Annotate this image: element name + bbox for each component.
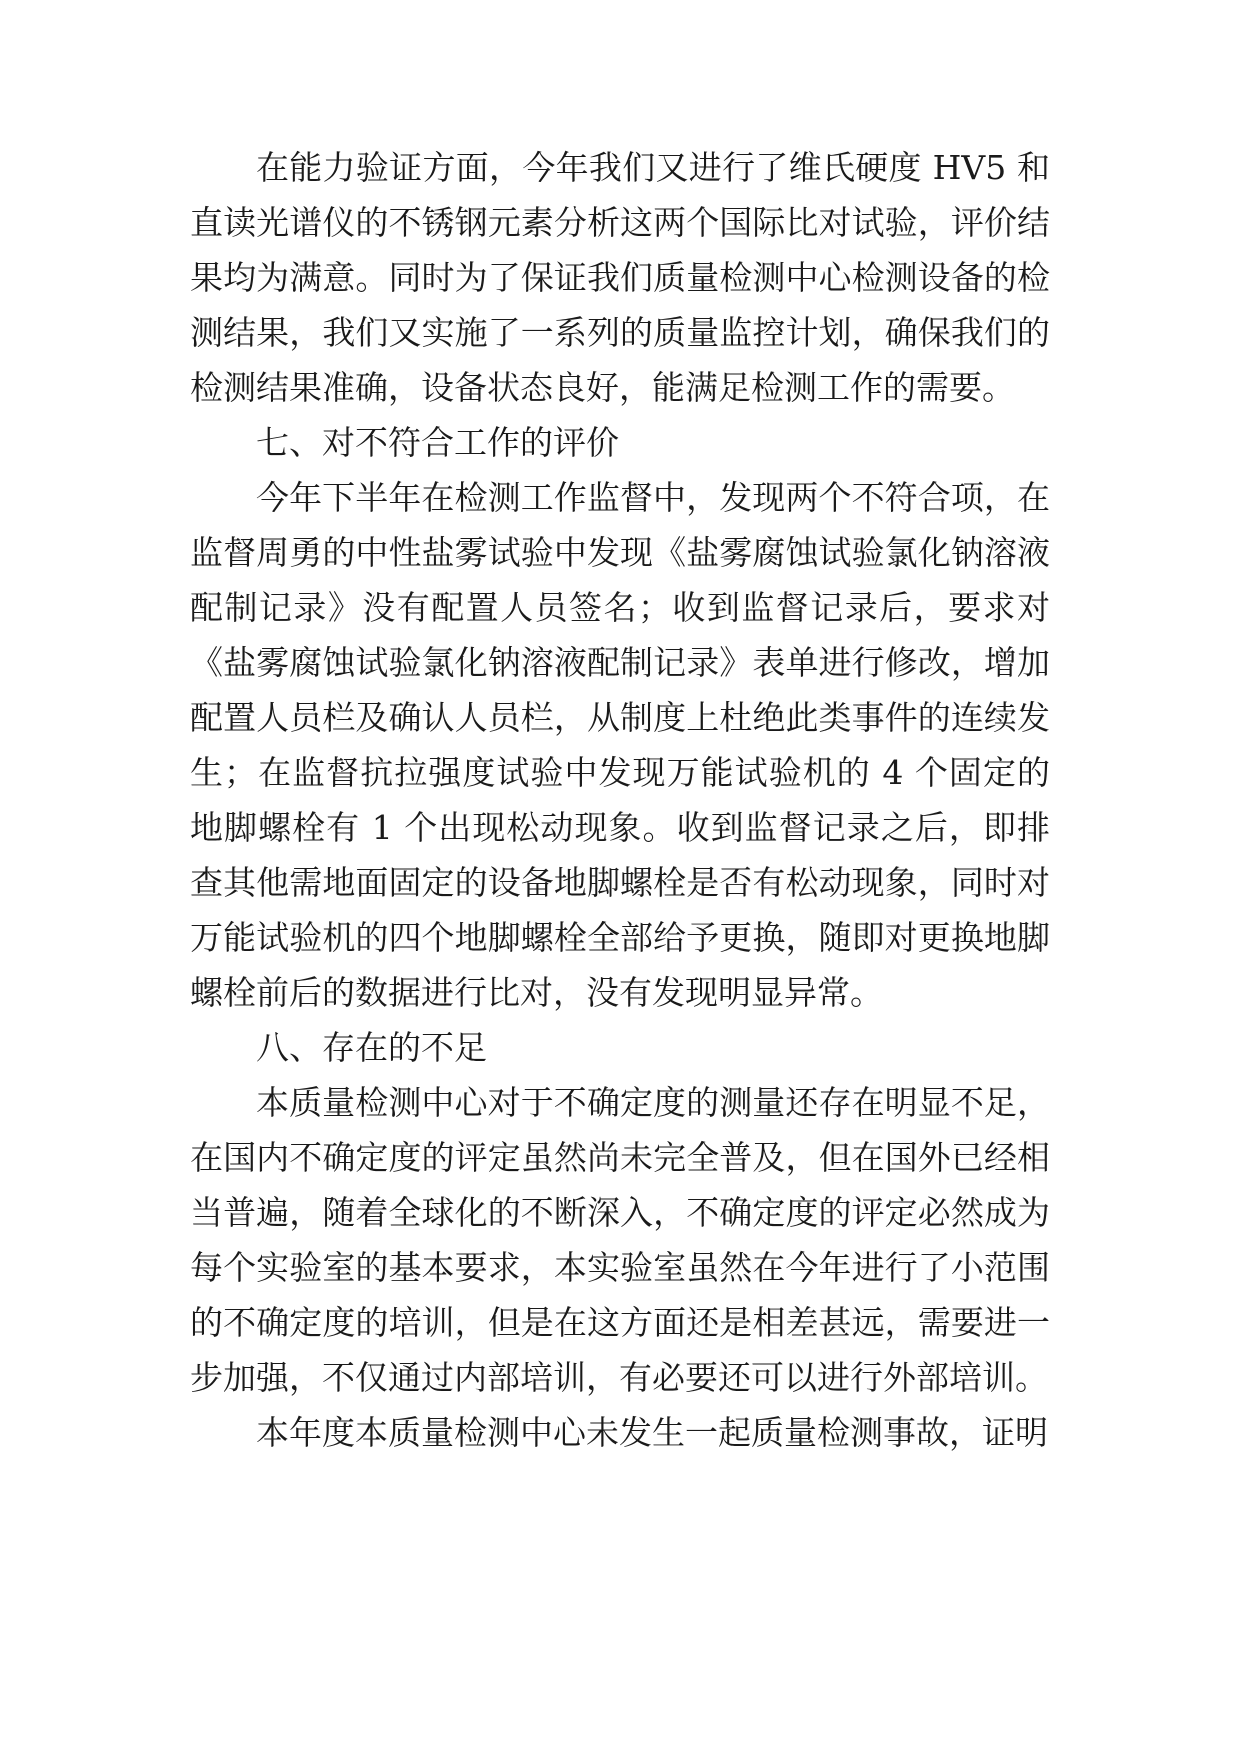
paragraph-proficiency-testing: 在能力验证方面，今年我们又进行了维氏硬度 HV5 和直读光谱仪的不锈钢元素分析这两个国际比对试验，评价结果均为满意。同时为了保证我们质量检测中心检测设备的检测结果，我们又实施了一系列的质量监控计划，确保我们的检测结果准确，设备状态良好，能满足检测工作的需要。 [190, 148, 1050, 407]
section-heading-nonconforming-work: 七、对不符合工作的评价 [256, 423, 619, 462]
document-page [190, 140, 1050, 1460]
paragraph-nonconforming-items: 今年下半年在检测工作监督中，发现两个不符合项，在监督周勇的中性盐雾试验中发现《盐雾腐蚀试验氯化钠溶液配制记录》没有配置人员签名；收到监督记录后，要求对《盐雾腐蚀试验氯化钠溶液配制记录》表单进行修改，增加配置人员栏及确认人员栏，从制度上杜绝此类事件的连续发生；在监督抗拉强度试验中发现万能试验机的 4 个固定的地脚螺栓有 1 个出现松动现象。收到监督记录之后，即排查其他需地面固定的设备地脚螺栓是否有松动现象，同时对万能试验机的四个地脚螺栓全部给予更换，随即对更换地脚螺栓前后的数据进行比对，没有发现明显异常。 [190, 478, 1050, 1012]
paragraph-uncertainty: 本质量检测中心对于不确定度的测量还存在明显不足，在国内不确定度的评定虽然尚未完全普及，但在国外已经相当普遍，随着全球化的不断深入，不确定度的评定必然成为每个实验室的基本要求，本实验室虽然在今年进行了小范围的不确定度的培训，但是在这方面还是相差甚远，需要进一步加强，不仅通过内部培训，有必要还可以进行外部培训。 [190, 1083, 1050, 1397]
section-heading-shortcomings: 八、存在的不足 [256, 1028, 487, 1067]
paragraph-no-accidents: 本年度本质量检测中心未发生一起质量检测事故，证明 [256, 1413, 1048, 1452]
